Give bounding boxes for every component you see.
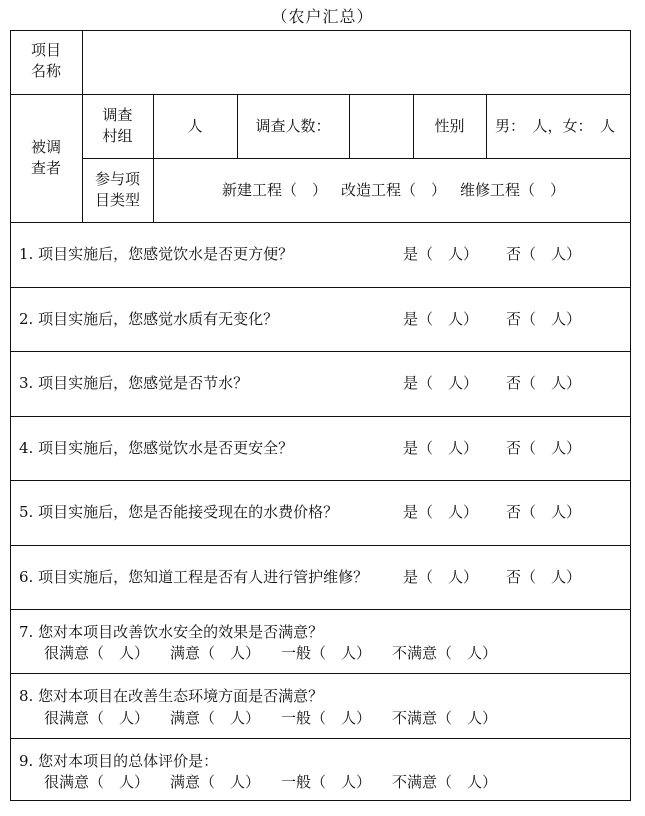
rule (10, 545, 631, 546)
question-3-yes[interactable]: 是（ 人） (403, 374, 479, 392)
rule (10, 222, 631, 223)
question-7-very-satisfied[interactable]: 很满意（ 人） (44, 644, 150, 662)
question-5-no[interactable]: 否（ 人） (506, 503, 582, 521)
rule (486, 94, 487, 158)
rule (153, 94, 154, 222)
question-9-satisfied[interactable]: 满意（ 人） (170, 773, 261, 791)
village-label: 调查 村组 (102, 106, 133, 145)
rule (10, 416, 631, 417)
rule (82, 158, 631, 159)
project-type-new[interactable]: 新建工程（ ） (222, 181, 328, 199)
rule (10, 287, 631, 288)
question-4-no[interactable]: 否（ 人） (506, 439, 582, 457)
project-type-repair[interactable]: 维修工程（ ） (460, 181, 566, 199)
question-9: 9. 您对本项目的总体评价是： (19, 752, 219, 770)
question-6: 6. 项目实施后，您知道工程是否有人进行管护维修？ (19, 568, 369, 586)
question-3: 3. 项目实施后，您感觉是否节水？ (19, 374, 249, 392)
question-8-dissatisfied[interactable]: 不满意（ 人） (392, 709, 498, 727)
project-type-label: 参与项 目类型 (94, 170, 140, 209)
rule (10, 609, 631, 610)
page-title: （农户汇总） (271, 7, 374, 26)
question-2-no[interactable]: 否（ 人） (506, 310, 582, 328)
project-name-label: 项目 名称 (30, 41, 61, 80)
question-8: 8. 您对本项目在改善生态环境方面是否满意？ (19, 687, 324, 705)
question-1-yes[interactable]: 是（ 人） (403, 245, 479, 263)
question-1-no[interactable]: 否（ 人） (506, 245, 582, 263)
project-name-field[interactable] (90, 50, 626, 80)
question-4-yes[interactable]: 是（ 人） (403, 439, 479, 457)
question-8-neutral[interactable]: 一般（ 人） (281, 709, 372, 727)
question-2-yes[interactable]: 是（ 人） (403, 310, 479, 328)
question-7-satisfied[interactable]: 满意（ 人） (170, 644, 261, 662)
rule (10, 351, 631, 352)
question-8-satisfied[interactable]: 满意（ 人） (170, 709, 261, 727)
village-unit: 人 (187, 117, 203, 135)
question-3-no[interactable]: 否（ 人） (506, 374, 582, 392)
rule (10, 738, 631, 739)
surveyed-count-field[interactable] (349, 108, 413, 144)
question-9-dissatisfied[interactable]: 不满意（ 人） (392, 773, 498, 791)
respondent-label: 被调 查者 (30, 138, 61, 177)
question-7-dissatisfied[interactable]: 不满意（ 人） (392, 644, 498, 662)
question-9-very-satisfied[interactable]: 很满意（ 人） (44, 773, 150, 791)
question-6-no[interactable]: 否（ 人） (506, 568, 582, 586)
question-2: 2. 项目实施后，您感觉水质有无变化？ (19, 310, 279, 328)
rule (10, 94, 631, 95)
project-type-renovation[interactable]: 改造工程（ ） (341, 181, 447, 199)
question-6-yes[interactable]: 是（ 人） (403, 568, 479, 586)
question-1: 1. 项目实施后，您感觉饮水是否更方便？ (19, 245, 294, 263)
question-9-neutral[interactable]: 一般（ 人） (281, 773, 372, 791)
gender-label: 性别 (434, 117, 465, 135)
gender-values: 男： 人，女： 人 (495, 117, 616, 135)
surveyed-count-label: 调查人数： (255, 117, 331, 135)
question-7: 7. 您对本项目改善饮水安全的效果是否满意？ (19, 623, 324, 641)
question-7-neutral[interactable]: 一般（ 人） (281, 644, 372, 662)
question-5: 5. 项目实施后，您是否能接受现在的水费价格？ (19, 503, 339, 521)
rule (10, 480, 631, 481)
question-5-yes[interactable]: 是（ 人） (403, 503, 479, 521)
question-8-very-satisfied[interactable]: 很满意（ 人） (44, 709, 150, 727)
rule (10, 673, 631, 674)
question-4: 4. 项目实施后，您感觉饮水是否更安全？ (19, 439, 294, 457)
